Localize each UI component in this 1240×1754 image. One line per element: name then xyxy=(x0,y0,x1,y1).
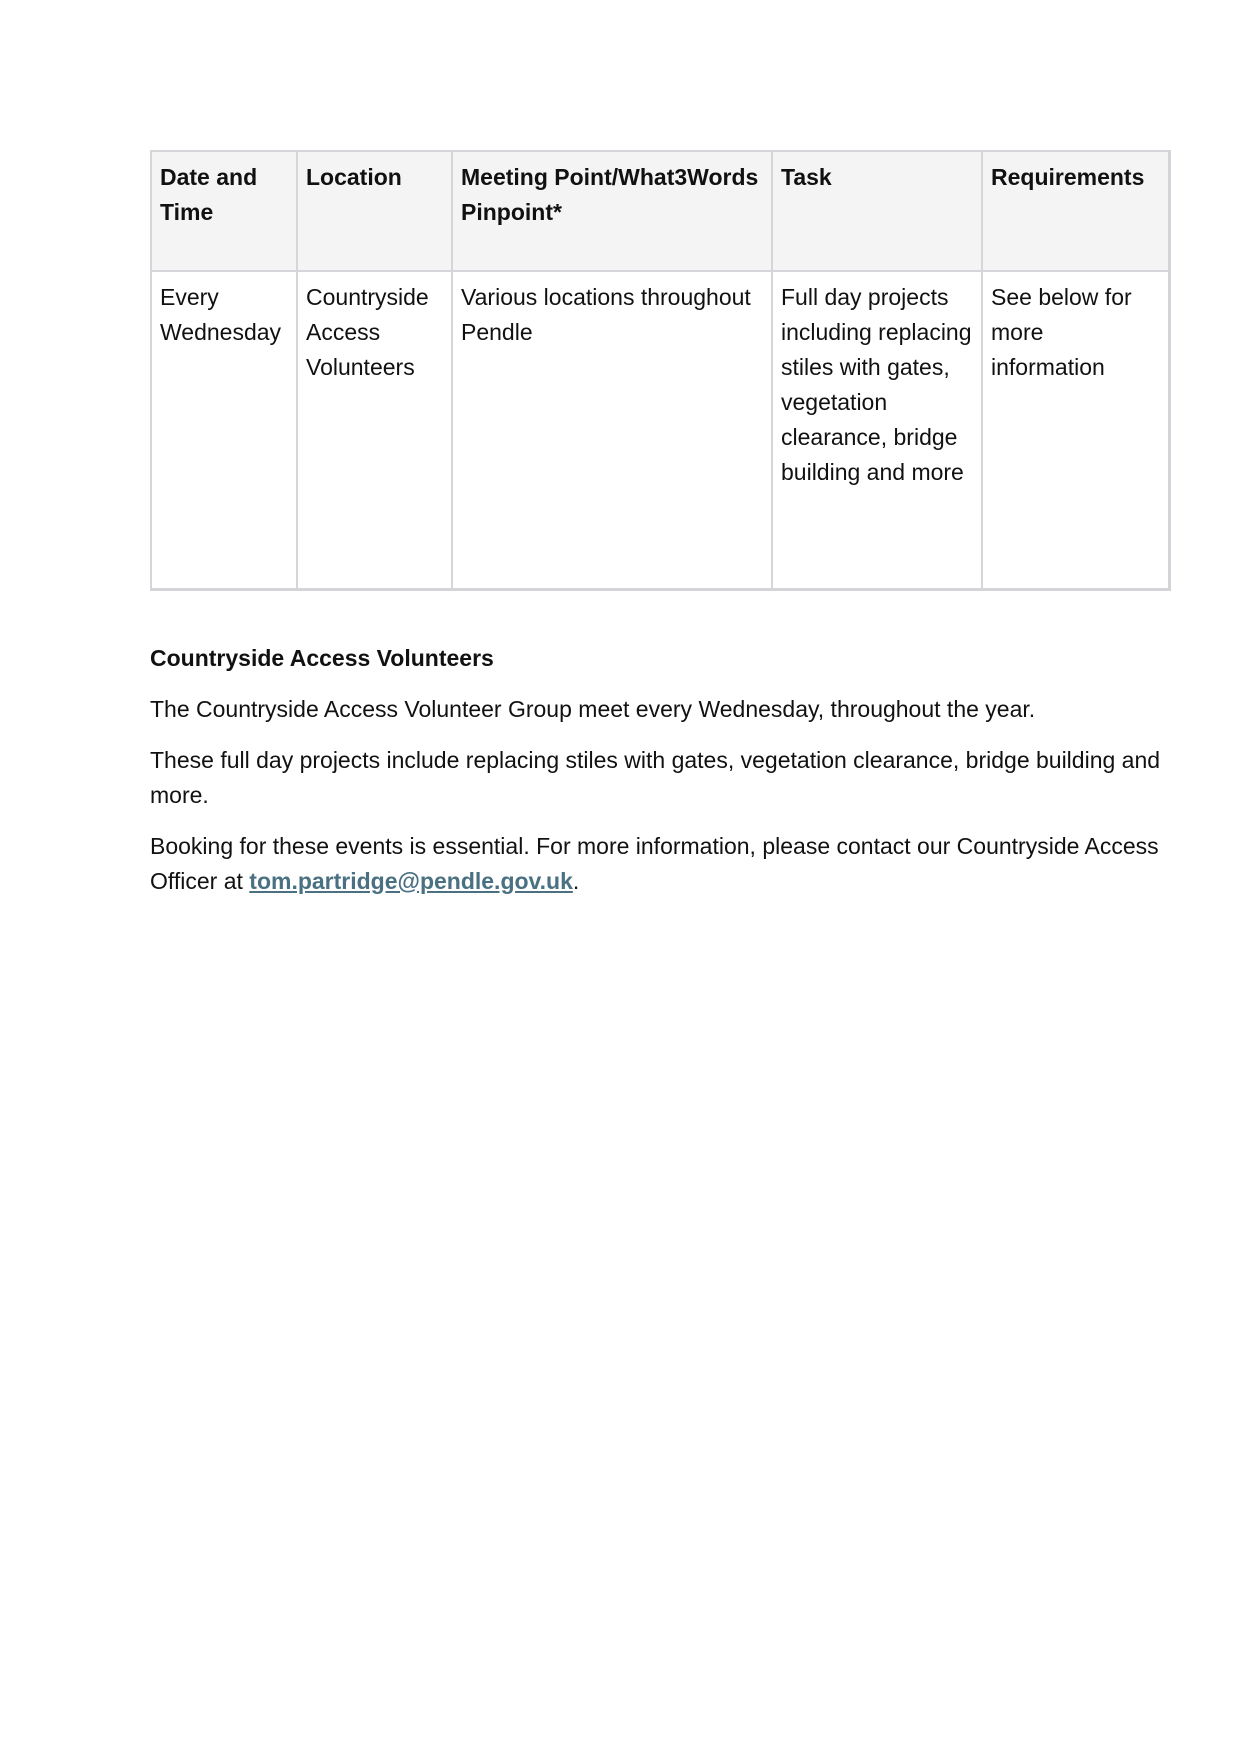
booking-text-end: . xyxy=(572,867,580,894)
header-task: Task xyxy=(772,151,982,271)
header-meeting-point: Meeting Point/What3Words Pinpoint* xyxy=(452,151,772,271)
table-row xyxy=(151,271,1169,589)
section-heading: Countryside Access Volunteers xyxy=(150,644,494,671)
paragraph-meeting-schedule: The Countryside Access Volunteer Group meet every Wednesday, throughout the year. xyxy=(150,695,1036,722)
cell-meeting-point: Various locations throughout Pendle xyxy=(452,271,772,589)
paragraph-booking-info xyxy=(150,829,1168,899)
table-header-row xyxy=(151,151,1169,271)
email-link[interactable]: tom.partridge@pendle.gov.uk xyxy=(249,867,573,894)
header-location: Location xyxy=(297,151,452,271)
document-page xyxy=(150,150,1168,915)
booking-text: Booking for these events is essential. For more information, please contact our Countryside Access Officer at xyxy=(150,832,1159,894)
volunteer-events-table xyxy=(150,150,1171,591)
volunteers-section xyxy=(150,641,1168,899)
header-requirements: Requirements xyxy=(982,151,1169,271)
cell-requirements: See below for more information xyxy=(982,271,1169,589)
cell-task: Full day projects including replacing stiles with gates, vegetation clearance, bridge building and more xyxy=(772,271,982,589)
cell-location: Countryside Access Volunteers xyxy=(297,271,452,589)
cell-date-time: Every Wednesday xyxy=(151,271,297,589)
header-date-time: Date and Time xyxy=(151,151,297,271)
paragraph-project-description: These full day projects include replacing stiles with gates, vegetation clearance, bridge building and more. xyxy=(150,746,1161,808)
